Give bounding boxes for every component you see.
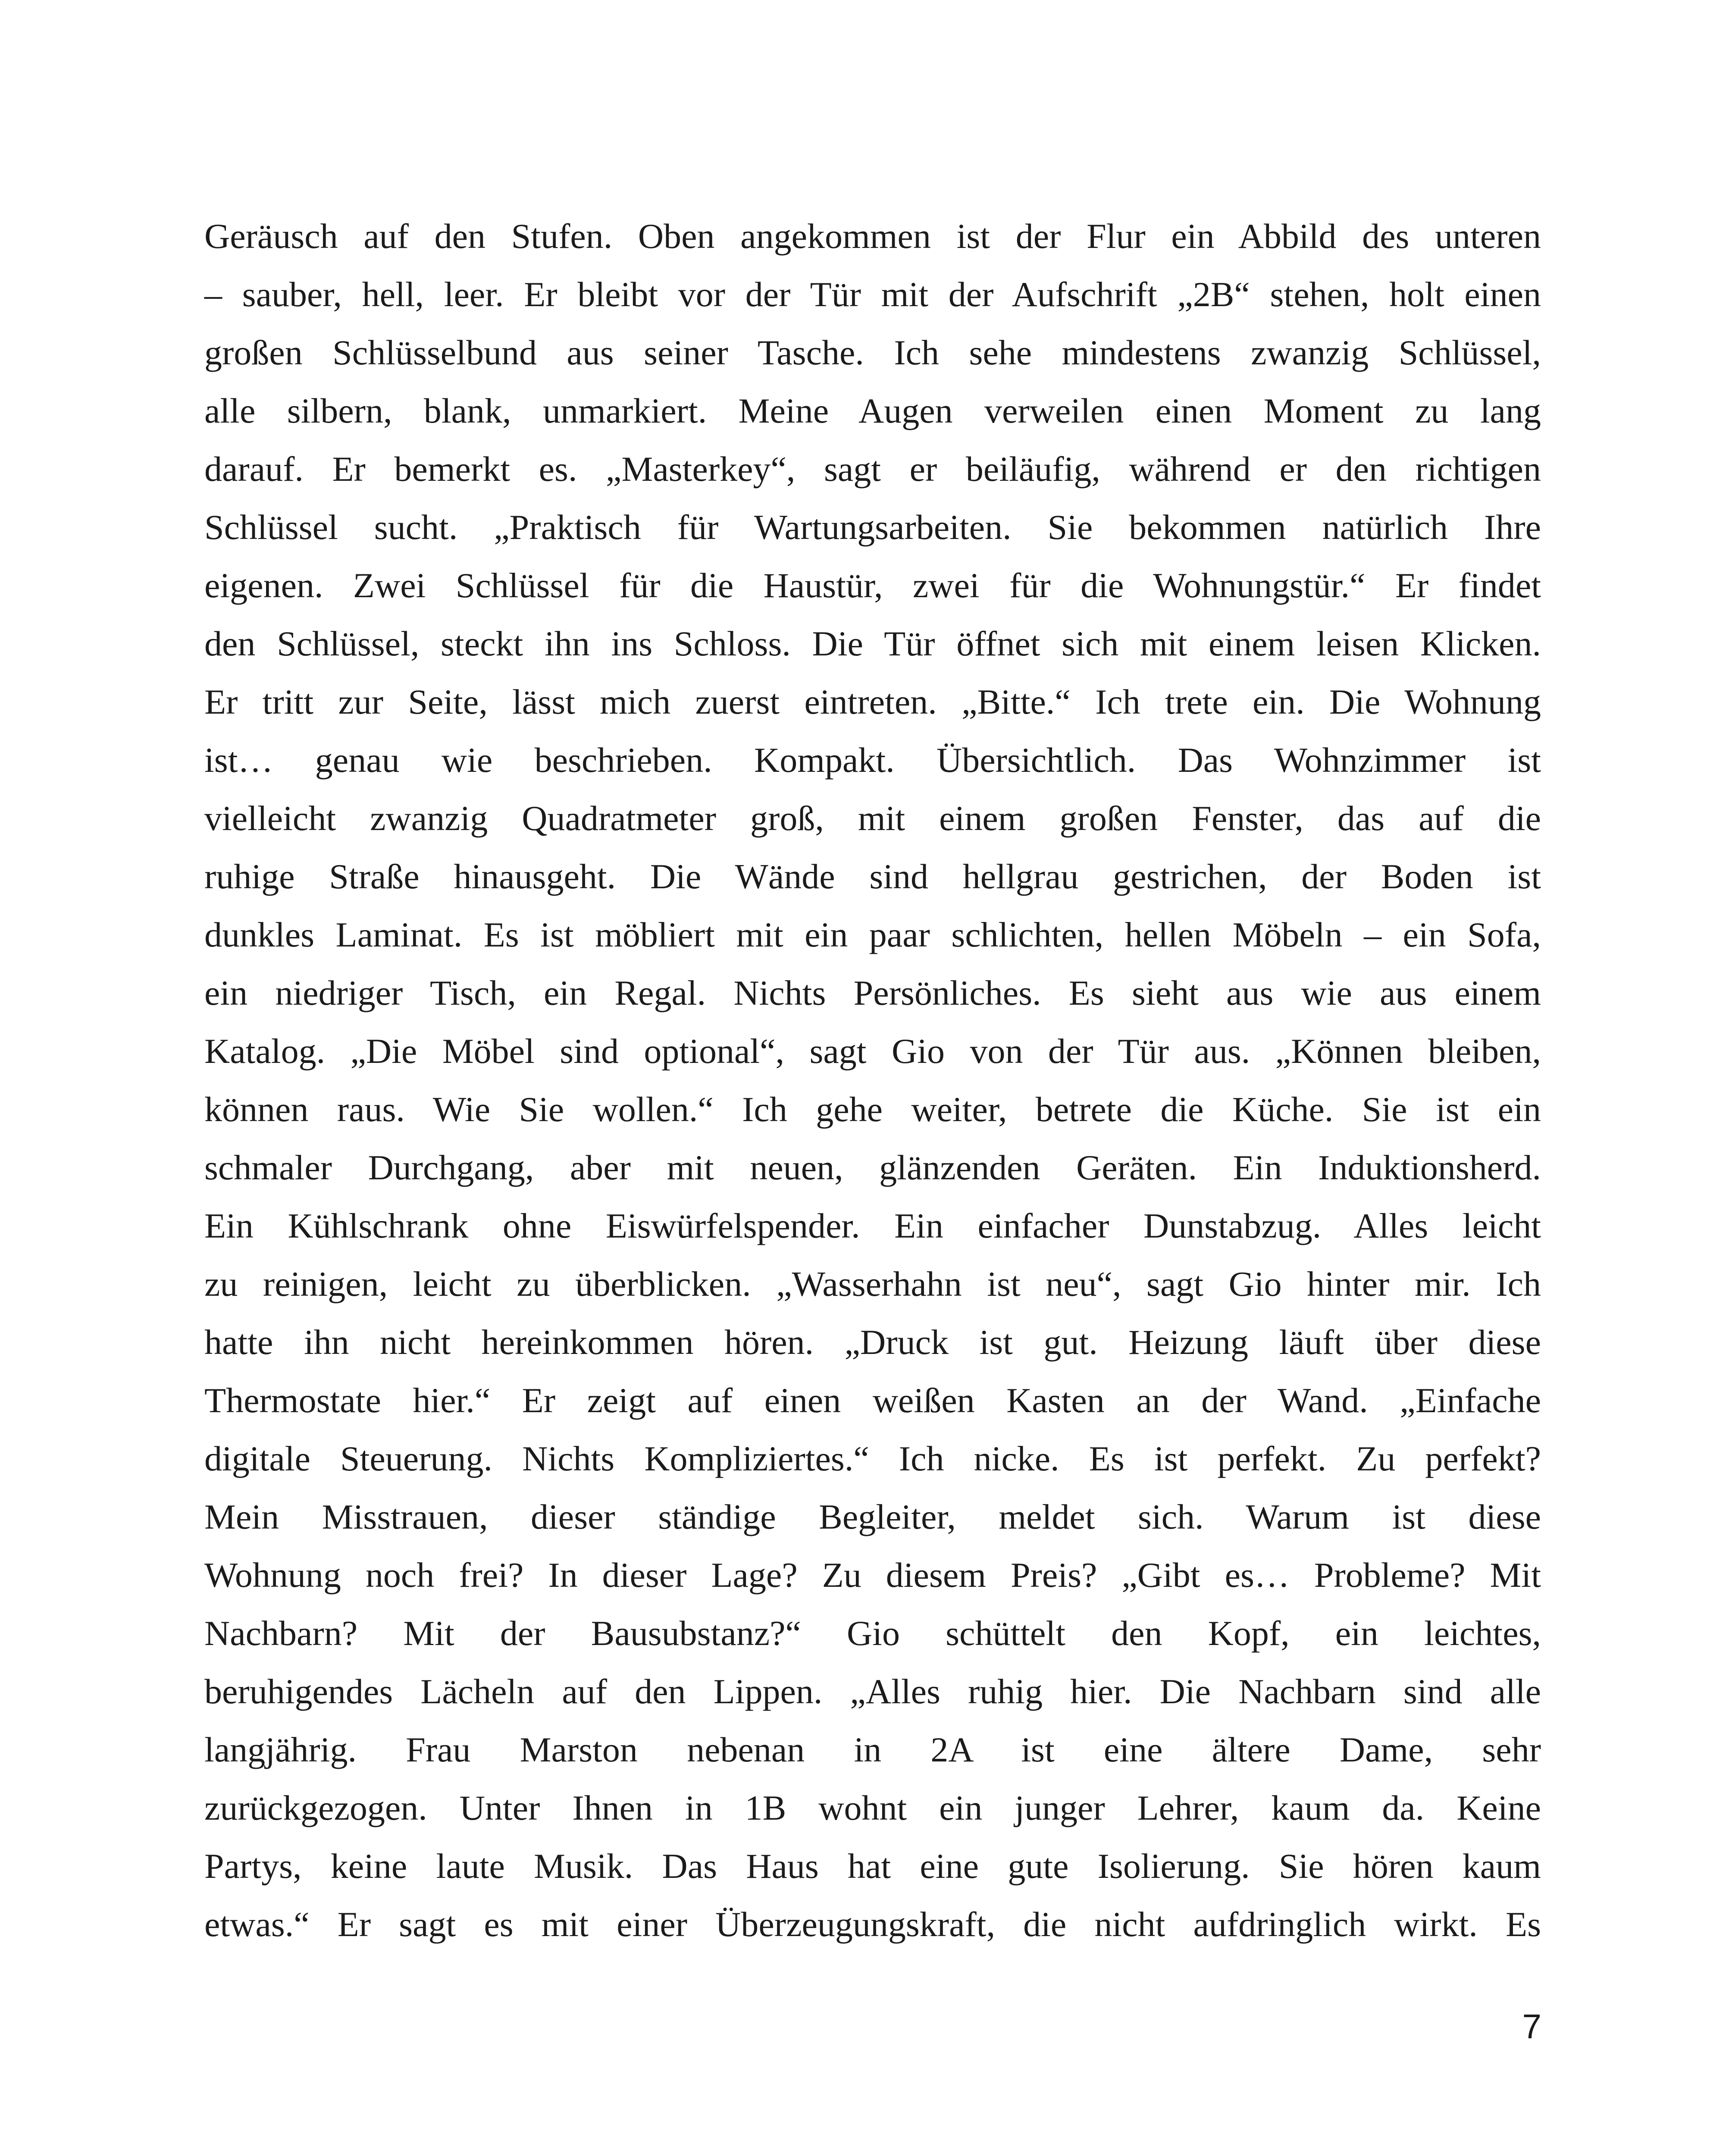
text-line: Katalog. „Die Möbel sind optional“, sagt Gio von der Tür aus. „Können bleiben, [204,1031,1541,1071]
text-line: ruhige Straße hinausgeht. Die Wände sind hellgrau gestrichen, der Boden ist [204,857,1541,896]
text-line: etwas.“ Er sagt es mit einer Überzeugungskraft, die nicht aufdringlich wirkt. Es [204,1905,1541,1944]
text-line: schmaler Durchgang, aber mit neuen, glänzenden Geräten. Ein Induktionsherd. [204,1148,1541,1187]
text-line: zu reinigen, leicht zu überblicken. „Wasserhahn ist neu“, sagt Gio hinter mir. Ich [204,1264,1541,1304]
text-line: Nachbarn? Mit der Bausubstanz?“ Gio schüttelt den Kopf, ein leichtes, [204,1614,1541,1653]
text-line: beruhigendes Lächeln auf den Lippen. „Alles ruhig hier. Die Nachbarn sind alle [204,1672,1541,1711]
text-line: – sauber, hell, leer. Er bleibt vor der Tür mit der Aufschrift „2B“ stehen, holt einen [204,275,1541,314]
body-text [204,207,1541,1953]
text-line: großen Schlüsselbund aus seiner Tasche. Ich sehe mindestens zwanzig Schlüssel, [204,333,1541,372]
text-line: ist… genau wie beschrieben. Kompakt. Übersichtlich. Das Wohnzimmer ist [204,740,1541,780]
text-line: ein niedriger Tisch, ein Regal. Nichts Persönliches. Es sieht aus wie aus einem [204,973,1541,1012]
text-line: Mein Misstrauen, dieser ständige Begleiter, meldet sich. Warum ist diese [204,1497,1541,1536]
text-line: dunkles Laminat. Es ist möbliert mit ein paar schlichten, hellen Möbeln – ein Sofa, [204,915,1541,954]
text-line: Wohnung noch frei? In dieser Lage? Zu diesem Preis? „Gibt es… Probleme? Mit [204,1555,1541,1595]
text-line: Ein Kühlschrank ohne Eiswürfelspender. Ein einfacher Dunstabzug. Alles leicht [204,1206,1541,1245]
text-line: langjährig. Frau Marston nebenan in 2A ist eine ältere Dame, sehr [204,1730,1541,1769]
text-line: Schlüssel sucht. „Praktisch für Wartungsarbeiten. Sie bekommen natürlich Ihre [204,508,1541,547]
text-line: Er tritt zur Seite, lässt mich zuerst eintreten. „Bitte.“ Ich trete ein. Die Wohnung [204,682,1541,721]
text-line: digitale Steuerung. Nichts Kompliziertes.“ Ich nicke. Es ist perfekt. Zu perfekt? [204,1439,1541,1478]
text-line: vielleicht zwanzig Quadratmeter groß, mit einem großen Fenster, das auf die [204,799,1541,838]
text-line: Geräusch auf den Stufen. Oben angekommen ist der Flur ein Abbild des unteren [204,216,1541,256]
text-line: Thermostate hier.“ Er zeigt auf einen weißen Kasten an der Wand. „Einfache [204,1381,1541,1420]
text-line: alle silbern, blank, unmarkiert. Meine Augen verweilen einen Moment zu lang [204,391,1541,430]
text-line: eigenen. Zwei Schlüssel für die Haustür, zwei für die Wohnungstür.“ Er findet [204,566,1541,605]
text-line: zurückgezogen. Unter Ihnen in 1B wohnt ein junger Lehrer, kaum da. Keine [204,1788,1541,1827]
text-line: den Schlüssel, steckt ihn ins Schloss. Die Tür öffnet sich mit einem leisen Klicken. [204,624,1541,663]
text-line: darauf. Er bemerkt es. „Masterkey“, sagt er beiläufig, während er den richtigen [204,449,1541,489]
page-number: 7 [1522,2007,1541,2046]
text-line: Partys, keine laute Musik. Das Haus hat eine gute Isolierung. Sie hören kaum [204,1846,1541,1886]
text-line: hatte ihn nicht hereinkommen hören. „Druck ist gut. Heizung läuft über diese [204,1322,1541,1362]
text-line: können raus. Wie Sie wollen.“ Ich gehe weiter, betrete die Küche. Sie ist ein [204,1090,1541,1129]
